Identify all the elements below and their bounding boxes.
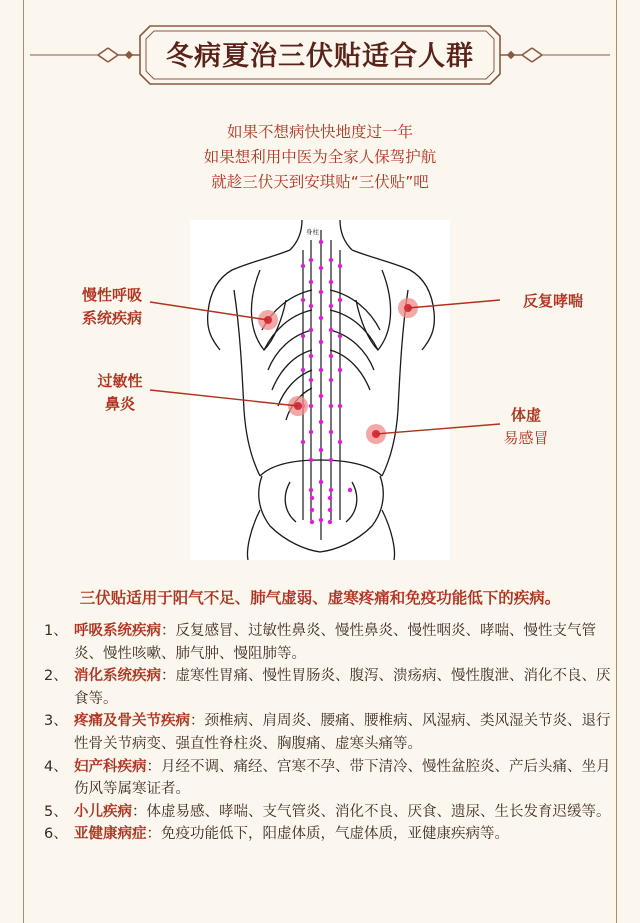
list-category: 亚健康病症 [74, 826, 147, 843]
list-text: ：虚寒性胃痛、慢性胃肠炎、腹泻、溃疡病、慢性腹泄、消化不良、厌食等。 [74, 668, 611, 707]
list-category: 妇产科疾病 [74, 758, 147, 775]
disease-list [44, 620, 614, 846]
list-item [44, 710, 614, 755]
callout-line: 体虚 [510, 406, 541, 424]
list-category: 小儿疾病 [74, 803, 132, 820]
callout-chronic-respiratory [70, 284, 154, 330]
list-number: 1、 [44, 623, 68, 639]
list-text: ：体虚易感、哮喘、支气管炎、消化不良、厌食、遗尿、生长发育迟缓等。 [132, 803, 611, 820]
list-text: ：免疫功能低下，阳虚体质，气虚体质，亚健康疾病等。 [146, 826, 509, 843]
callout-line: 慢性呼吸 [81, 286, 142, 304]
callout-line: 过敏性 [97, 372, 143, 390]
list-item [44, 823, 614, 846]
list-category: 疼痛及骨关节疾病 [74, 713, 190, 730]
acupoint-label: 身柱 [306, 228, 319, 236]
list-item [44, 620, 614, 665]
intro-line: 如果想利用中医为全家人保驾护航 [203, 148, 437, 166]
list-category: 呼吸系统疾病 [74, 623, 161, 639]
list-category: 消化系统疾病 [74, 668, 161, 685]
page-title: 冬病夏治三伏贴适合人群 [166, 41, 474, 72]
list-text: ：颈椎病、肩周炎、腰痛、腰椎病、风湿病、类风湿关节炎、退行性骨关节病变、强直性脊柱炎、胸腹痛、虚寒头痛等。 [74, 713, 611, 752]
list-text: ：月经不调、痛经、宫寒不孕、带下清冷、慢性盆腔炎、产后头痛、坐月伤风等属寒证者。 [74, 758, 611, 798]
list-number: 3、 [44, 713, 68, 730]
callout-line: 系统疾病 [81, 309, 142, 327]
callout-line: 反复哮喘 [522, 292, 583, 310]
callout-recurrent-asthma [508, 290, 598, 313]
intro-line: 如果不想病快快地度过一年 [226, 123, 413, 141]
list-number: 6、 [44, 826, 68, 843]
intro-line: 就趁三伏天到安琪贴“三伏贴”吧 [211, 173, 429, 191]
list-text: ：反复感冒、过敏性鼻炎、慢性鼻炎、慢性咽炎、哮喘、慢性支气管炎、慢性咳嗽、肺气肿、慢阻肺等。 [74, 623, 596, 662]
callout-weak-cold [494, 404, 558, 450]
list-item [44, 801, 614, 824]
list-item [44, 665, 614, 710]
callout-allergic-rhinitis [84, 370, 156, 416]
list-number: 5、 [44, 803, 68, 820]
list-item [44, 756, 614, 801]
list-number: 4、 [44, 758, 68, 775]
callout-line: 鼻炎 [104, 395, 135, 413]
callout-line: 易感冒 [503, 429, 549, 447]
list-number: 2、 [44, 668, 68, 685]
summary-text: 三伏贴适用于阳气不足、肺气虚弱、虚寒疼痛和免疫功能低下的疾病。 [79, 589, 561, 607]
